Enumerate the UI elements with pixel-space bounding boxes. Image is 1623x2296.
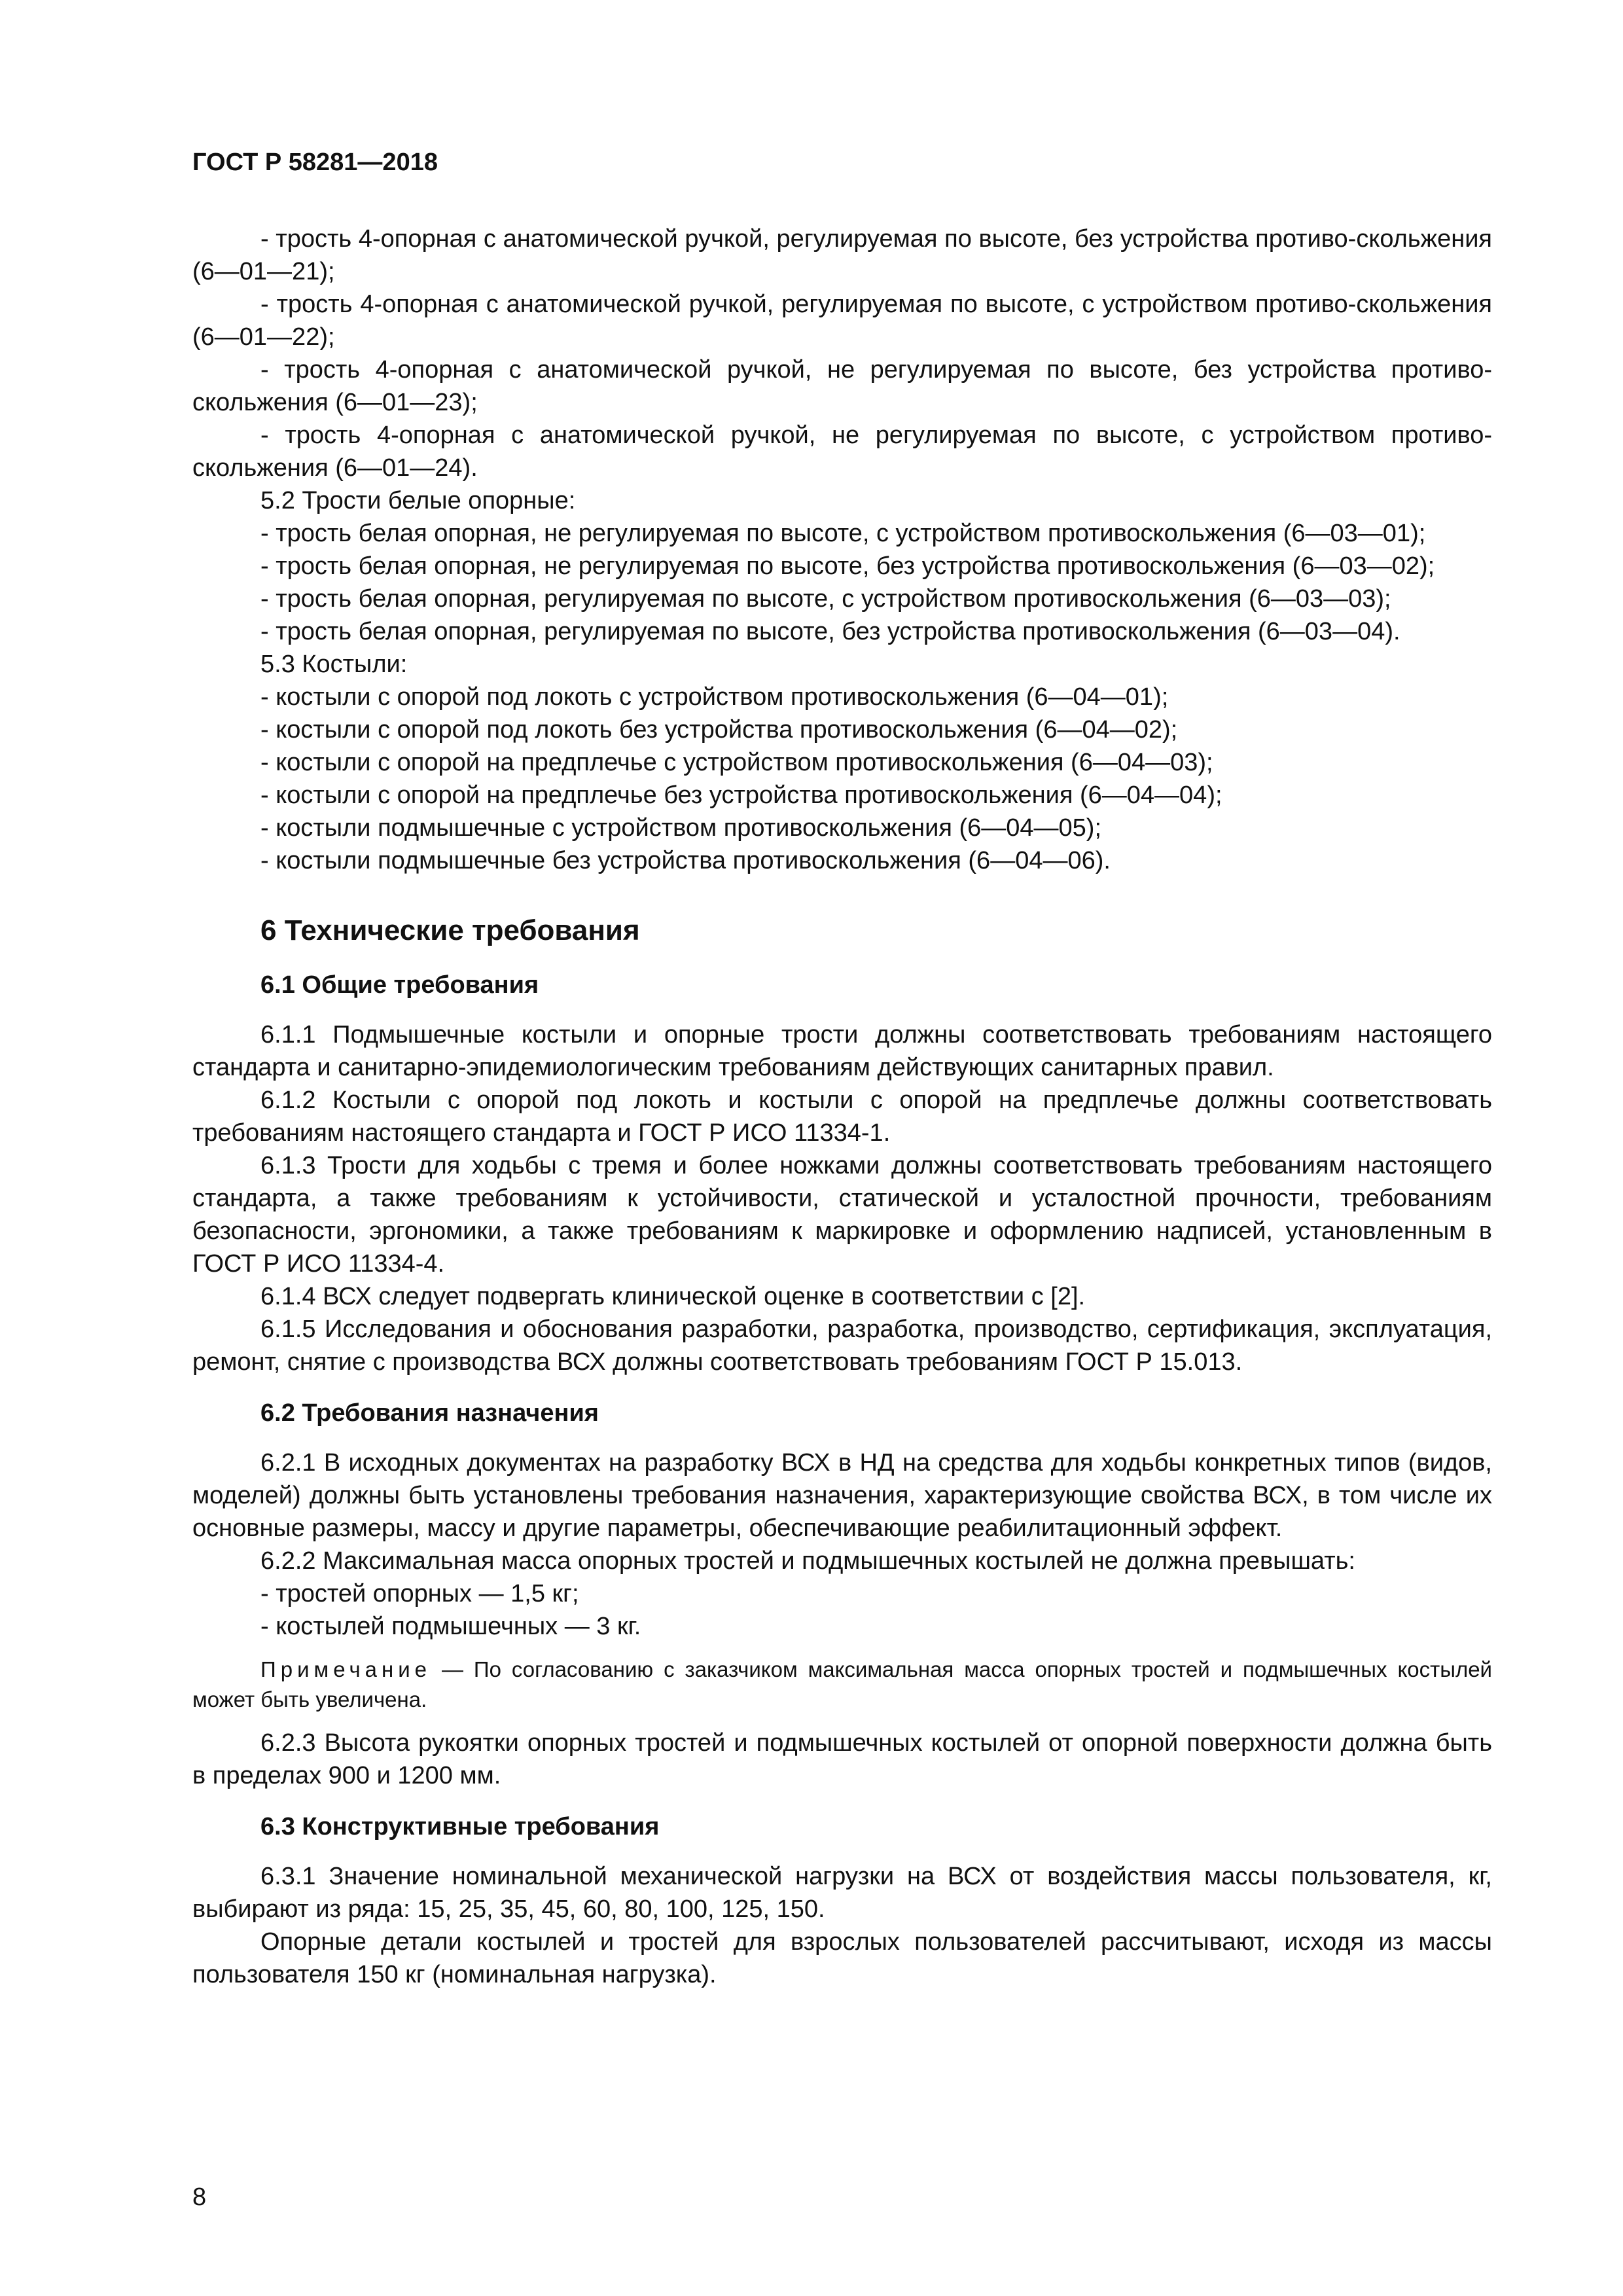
list-item: - костыли с опорой под локоть без устройства противоскольжения (6—04—02); <box>260 716 1178 744</box>
list-item: - трость 4-опорная с анатомической ручкой, не регулируемая по высоте, без устройства противо-скольжения (6—01—23); <box>192 356 1492 416</box>
subsection-title: 6.1 Общие требования <box>260 971 539 999</box>
list-item: - костыли подмышечные без устройства противоскольжения (6—04—06). <box>260 847 1111 874</box>
list-item: - тростей опорных — 1,5 кг; <box>260 1580 579 1607</box>
list-item: - костыли подмышечные с устройством противоскольжения (6—04—05); <box>260 814 1102 842</box>
paragraph: Опорные детали костылей и тростей для взрослых пользователей рассчитывают, исходя из массы пользователя 150 кг (номинальная нагрузка). <box>192 1928 1492 1988</box>
paragraph: 6.2.1 В исходных документах на разработку ВСХ в НД на средства для ходьбы конкретных типов (видов, моделей) должны быть установлены требования назначения, характеризующие свойства ВСХ, в том числе их основные размеры, массу и другие параметры, обеспечивающие реабилитационный эффект. <box>192 1449 1492 1542</box>
page-number: 8 <box>192 2183 207 2211</box>
paragraph: 6.3.1 Значение номинальной механической нагрузки на ВСХ от воздействия массы пользователя, кг, выбирают из ряда: 15, 25, 35, 45, 60, 80, 100, 125, 150. <box>192 1863 1492 1923</box>
subsection-heading: 5.3 Костыли: <box>260 651 408 678</box>
subsection-heading: 5.2 Трости белые опорные: <box>260 487 576 514</box>
document-body <box>192 223 1492 1991</box>
list-item: - трость 4-опорная с анатомической ручкой, не регулируемая по высоте, с устройством противо-скольжения (6—01—24). <box>192 422 1492 482</box>
paragraph: 6.1.5 Исследования и обоснования разработки, разработка, производство, сертификация, эксплуатация, ремонт, снятие с производства ВСХ должны соответствовать требованиям ГОСТ Р 15.013. <box>192 1316 1492 1376</box>
list-item: - костылей подмышечных — 3 кг. <box>260 1613 641 1640</box>
note-label: Примечание <box>260 1657 432 1681</box>
list-item: - трость 4-опорная с анатомической ручкой, регулируемая по высоте, без устройства противо-скольжения (6—01—21); <box>192 225 1492 285</box>
list-item: - костыли с опорой на предплечье с устройством противоскольжения (6—04—03); <box>260 749 1213 776</box>
paragraph: 6.2.2 Максимальная масса опорных тростей и подмышечных костылей не должна превышать: <box>260 1547 1355 1575</box>
subsection-title: 6.2 Требования назначения <box>260 1399 599 1427</box>
paragraph: 6.2.3 Высота рукоятки опорных тростей и подмышечных костылей от опорной поверхности должна быть в пределах 900 и 1200 мм. <box>192 1729 1492 1789</box>
paragraph: 6.1.3 Трости для ходьбы с тремя и более ножками должны соответствовать требованиям настоящего стандарта, а также требованиям к устойчивости, статической и усталостной прочности, требованиям безопасности, эргономики, а также требованиям к маркировке и оформлению надписей, установленным в ГОСТ Р ИСО 11334-4. <box>192 1152 1492 1278</box>
list-item: - трость 4-опорная с анатомической ручкой, регулируемая по высоте, с устройством противо-скольжения (6—01—22); <box>192 291 1492 351</box>
document-header: ГОСТ Р 58281—2018 <box>192 149 438 176</box>
paragraph: 6.1.1 Подмышечные костыли и опорные трости должны соответствовать требованиям настоящего стандарта и санитарно-эпидемиологическим требованиям действующих санитарных правил. <box>192 1021 1492 1081</box>
list-item: - костыли с опорой под локоть с устройством противоскольжения (6—04—01); <box>260 683 1169 711</box>
paragraph: 6.1.2 Костыли с опорой под локоть и костыли с опорой на предплечье должны соответствовать требованиям настоящего стандарта и ГОСТ Р ИСО 11334-1. <box>192 1086 1492 1147</box>
note <box>192 1655 1492 1715</box>
list-item: - трость белая опорная, не регулируемая по высоте, с устройством противоскольжения (6—03—01); <box>260 520 1426 547</box>
list-item: - трость белая опорная, не регулируемая по высоте, без устройства противоскольжения (6—03—02); <box>260 552 1435 580</box>
subsection-title: 6.3 Конструктивные требования <box>260 1813 660 1840</box>
paragraph: 6.1.4 ВСХ следует подвергать клинической оценке в соответствии с [2]. <box>260 1283 1086 1310</box>
list-item: - трость белая опорная, регулируемая по высоте, с устройством противоскольжения (6—03—03); <box>260 585 1391 613</box>
note-text: — По согласованию с заказчиком максимальная масса опорных тростей и подмышечных костылей может быть увеличена. <box>192 1657 1492 1712</box>
list-item: - трость белая опорная, регулируемая по высоте, без устройства противоскольжения (6—03—04). <box>260 618 1400 645</box>
list-item: - костыли с опорой на предплечье без устройства противоскольжения (6—04—04); <box>260 781 1222 809</box>
section-title: 6 Технические требования <box>260 914 640 946</box>
